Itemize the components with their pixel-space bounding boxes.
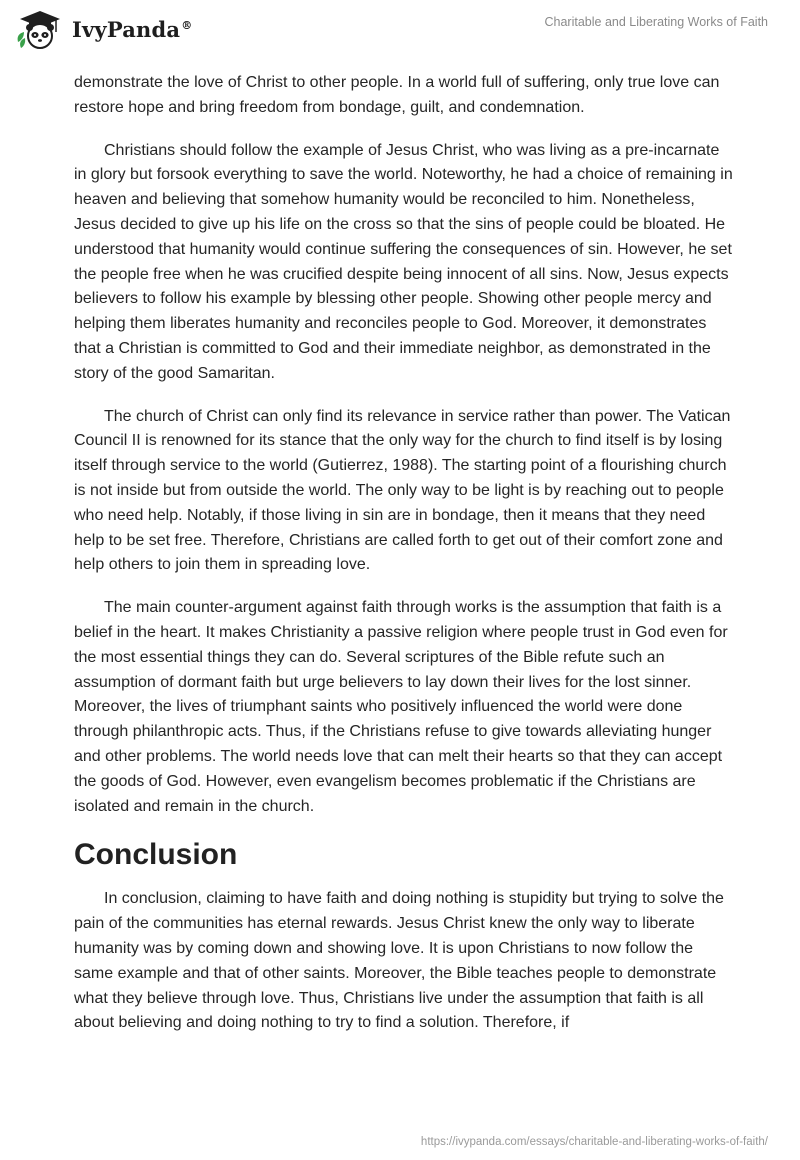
paragraph-counter-argument: The main counter-argument against faith through works is the assumption that faith is a belief in the heart. It makes Christianity a passive religion where people trust in God even for the most essential things they can do. Several scriptures of the Bible refute such an assumption of dormant faith but urge believers to lay down their lives for the lost sinner. Moreover, the lives of triumphant saints who positively influenced the world were done through philanthropic acts. Thus, if the Christians refuse to give towards alleviating hunger and other problems. The world needs love that can melt their hearts so that they can accept the goods of God. However, even evangelism becomes problematic if the Christians are isolated and remain in the church. bbox=[74, 599, 728, 815]
registered-mark: ® bbox=[181, 18, 193, 32]
source-url[interactable]: https://ivypanda.com/essays/charitable-and-liberating-works-of-faith/ bbox=[420, 1136, 768, 1148]
section-heading-conclusion: Conclusion bbox=[74, 838, 238, 872]
page-header bbox=[0, 0, 800, 68]
logo-wordmark bbox=[72, 17, 192, 42]
paragraph-conclusion: In conclusion, claiming to have faith and doing nothing is stupidity but trying to solve the pain of the communities has eternal rewards. Jesus Christ knew the only way to liberate humanity was by coming down and showing love. It is upon Christians to now follow the same example and that of other saints. Moreover, the Bible teaches people to demonstrate what they believe through love. Thus, Christians live under the assumption that faith is all about believing and doing nothing to try to find a solution. Therefore, if bbox=[74, 890, 724, 1032]
paragraph-continuation: demonstrate the love of Christ to other people. In a world full of suffering, only true love can restore hope and bring freedom from bondage, guilt, and condemnation. bbox=[74, 74, 720, 116]
paragraph-church-service: The church of Christ can only find its relevance in service rather than power. The Vatican Council II is renowned for its stance that the only way for the church to find itself is by losing itself through service to the world (Gutierrez, 1988). The starting point of a flourishing church is not inside but from outside the world. The only way to be light is by reaching out to people who need help. Notably, if those living in sin are in bondage, then it means that they need help to be set free. Therefore, Christians are called forth to get out of their comfort zone and help others to join them in spreading love. bbox=[74, 407, 731, 574]
essay-body bbox=[74, 71, 734, 1054]
logo-text: IvyPanda bbox=[72, 16, 181, 42]
document-title: Charitable and Liberating Works of Faith bbox=[544, 15, 768, 29]
panda-graduate-icon bbox=[14, 8, 66, 50]
paragraph-example-of-christ: Christians should follow the example of Jesus Christ, who was living as a pre-incarnate in glory but forsook everything to save the world. Noteworthy, he had a choice of remaining in heaven and believing that somehow humanity would be reconciled to him. Nonetheless, Jesus decided to give up his life on the cross so that the sins of people could be bloated. He understood that humanity would continue suffering the consequences of sin. However, he set the people free when he was crucified despite being innocent of all sins. Now, Jesus expects believers to follow his example by blessing other people. Showing other people mercy and helping them liberates humanity and reconciles people to God. Moreover, it demonstrates that a Christian is committed to God and their immediate neighbor, as demonstrated in the story of the good Samaritan. bbox=[74, 141, 733, 382]
ivypanda-logo[interactable] bbox=[14, 8, 192, 50]
